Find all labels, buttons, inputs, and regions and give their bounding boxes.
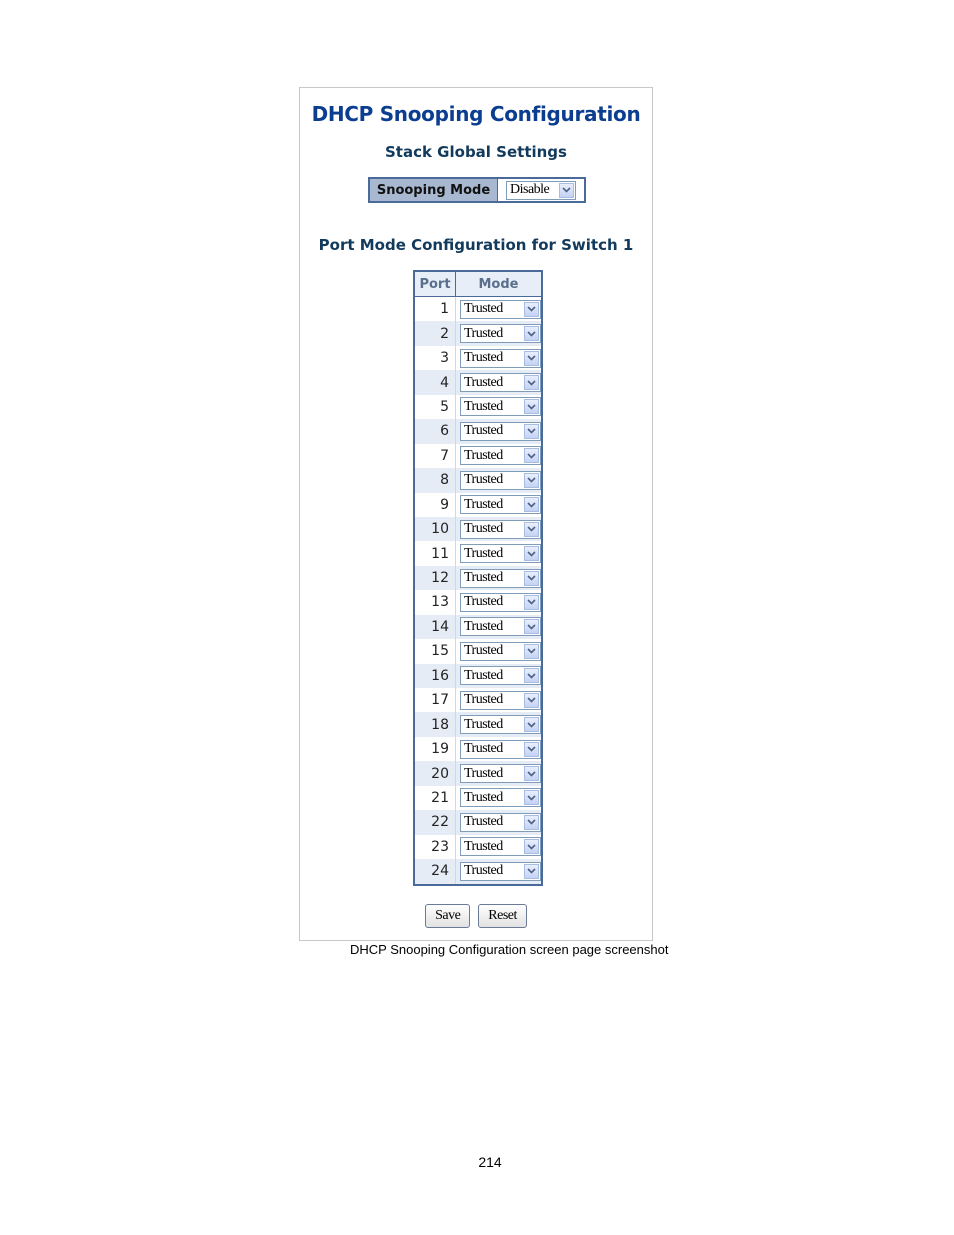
chevron-down-icon[interactable] — [524, 864, 539, 879]
port-number: 7 — [414, 444, 456, 468]
port-mode-value: Trusted — [464, 325, 503, 341]
port-mode-select[interactable] — [460, 740, 541, 759]
port-number: 12 — [414, 566, 456, 590]
table-row — [414, 835, 542, 859]
table-row — [414, 737, 542, 761]
mode-cell — [456, 737, 543, 761]
chevron-down-icon[interactable] — [524, 815, 539, 830]
table-row — [414, 688, 542, 712]
port-mode-value: Trusted — [464, 765, 503, 781]
chevron-down-icon[interactable] — [559, 183, 574, 198]
table-row — [414, 590, 542, 614]
column-header-mode: Mode — [456, 271, 543, 297]
table-row — [414, 541, 542, 565]
table-header-row — [414, 271, 542, 297]
table-row — [414, 712, 542, 736]
chevron-down-icon[interactable] — [524, 693, 539, 708]
port-number: 14 — [414, 615, 456, 639]
page-title: DHCP Snooping Configuration — [311, 102, 641, 126]
mode-cell — [456, 639, 543, 663]
port-mode-select[interactable] — [460, 349, 541, 368]
reset-button[interactable]: Reset — [478, 904, 527, 928]
page-number: 214 — [478, 1154, 502, 1170]
mode-cell — [456, 321, 543, 345]
port-mode-value: Trusted — [464, 521, 503, 537]
chevron-down-icon[interactable] — [524, 619, 539, 634]
table-row — [414, 639, 542, 663]
port-mode-value: Trusted — [464, 863, 503, 879]
table-row — [414, 370, 542, 394]
port-mode-table — [413, 270, 543, 886]
port-number: 1 — [414, 297, 456, 322]
global-settings-heading: Stack Global Settings — [385, 143, 567, 161]
mode-cell — [456, 395, 543, 419]
port-mode-select[interactable] — [460, 593, 541, 612]
port-mode-select[interactable] — [460, 715, 541, 734]
table-row — [414, 419, 542, 443]
table-row — [414, 786, 542, 810]
port-number: 6 — [414, 419, 456, 443]
table-row — [414, 859, 542, 884]
port-number: 13 — [414, 590, 456, 614]
button-row — [300, 904, 652, 928]
port-number: 10 — [414, 517, 456, 541]
port-number: 15 — [414, 639, 456, 663]
mode-cell — [456, 346, 543, 370]
mode-cell — [456, 590, 543, 614]
mode-cell — [456, 566, 543, 590]
column-header-port: Port — [414, 271, 456, 297]
chevron-down-icon[interactable] — [524, 448, 539, 463]
chevron-down-icon[interactable] — [524, 571, 539, 586]
port-mode-select[interactable] — [460, 324, 541, 343]
port-mode-value: Trusted — [464, 398, 503, 414]
port-mode-value: Trusted — [464, 447, 503, 463]
table-row — [414, 517, 542, 541]
port-number: 22 — [414, 810, 456, 834]
figure-caption: DHCP Snooping Configuration screen page screenshot — [350, 942, 669, 957]
port-config-heading: Port Mode Configuration for Switch 1 — [318, 236, 634, 254]
chevron-down-icon[interactable] — [524, 742, 539, 757]
port-mode-select[interactable] — [460, 617, 541, 636]
port-number: 24 — [414, 859, 456, 884]
port-mode-select[interactable] — [460, 666, 541, 685]
table-row — [414, 297, 542, 322]
port-mode-value: Trusted — [464, 350, 503, 366]
mode-cell — [456, 810, 543, 834]
mode-cell — [456, 541, 543, 565]
snooping-mode-select[interactable] — [506, 181, 576, 200]
port-number: 11 — [414, 541, 456, 565]
port-mode-select[interactable] — [460, 422, 541, 441]
port-number: 19 — [414, 737, 456, 761]
mode-cell — [456, 419, 543, 443]
port-number: 16 — [414, 664, 456, 688]
port-number: 3 — [414, 346, 456, 370]
port-mode-value: Trusted — [464, 594, 503, 610]
mode-cell — [456, 444, 543, 468]
snooping-mode-label: Snooping Mode — [370, 179, 498, 201]
port-mode-value: Trusted — [464, 301, 503, 317]
table-row — [414, 664, 542, 688]
table-row — [414, 346, 542, 370]
table-row — [414, 444, 542, 468]
port-mode-select[interactable] — [460, 642, 541, 661]
port-mode-value: Trusted — [464, 643, 503, 659]
port-mode-select[interactable] — [460, 471, 541, 490]
mode-cell — [456, 297, 543, 322]
mode-cell — [456, 712, 543, 736]
chevron-down-icon[interactable] — [524, 473, 539, 488]
port-mode-value: Trusted — [464, 374, 503, 390]
global-settings-table — [368, 177, 586, 203]
chevron-down-icon[interactable] — [524, 375, 539, 390]
port-mode-value: Trusted — [464, 570, 503, 586]
mode-cell — [456, 370, 543, 394]
port-mode-value: Trusted — [464, 618, 503, 634]
mode-cell — [456, 493, 543, 517]
table-row — [414, 810, 542, 834]
table-row — [414, 493, 542, 517]
port-number: 21 — [414, 786, 456, 810]
port-mode-select[interactable] — [460, 788, 541, 807]
mode-cell — [456, 835, 543, 859]
chevron-down-icon[interactable] — [524, 644, 539, 659]
table-row — [414, 566, 542, 590]
chevron-down-icon[interactable] — [524, 522, 539, 537]
port-mode-value: Trusted — [464, 716, 503, 732]
mode-cell — [456, 517, 543, 541]
mode-cell — [456, 468, 543, 492]
port-mode-select[interactable] — [460, 544, 541, 563]
port-mode-value: Trusted — [464, 814, 503, 830]
mode-cell — [456, 859, 543, 884]
chevron-down-icon[interactable] — [524, 717, 539, 732]
port-mode-select[interactable] — [460, 813, 541, 832]
port-mode-select[interactable] — [460, 764, 541, 783]
port-number: 20 — [414, 761, 456, 785]
chevron-down-icon[interactable] — [524, 399, 539, 414]
chevron-down-icon[interactable] — [524, 839, 539, 854]
table-row — [414, 395, 542, 419]
chevron-down-icon[interactable] — [524, 326, 539, 341]
port-number: 9 — [414, 493, 456, 517]
table-row — [414, 321, 542, 345]
port-number: 2 — [414, 321, 456, 345]
table-row — [414, 468, 542, 492]
port-mode-value: Trusted — [464, 667, 503, 683]
port-number: 23 — [414, 835, 456, 859]
port-mode-select[interactable] — [460, 691, 541, 710]
port-mode-select[interactable] — [460, 837, 541, 856]
table-row — [414, 761, 542, 785]
port-mode-select[interactable] — [460, 397, 541, 416]
chevron-down-icon[interactable] — [524, 595, 539, 610]
chevron-down-icon[interactable] — [524, 668, 539, 683]
snooping-mode-value: Disable — [510, 182, 550, 197]
mode-cell — [456, 786, 543, 810]
mode-cell — [456, 664, 543, 688]
mode-cell — [456, 761, 543, 785]
port-number: 4 — [414, 370, 456, 394]
table-row — [414, 615, 542, 639]
save-button[interactable]: Save — [425, 904, 470, 928]
port-mode-value: Trusted — [464, 423, 503, 439]
chevron-down-icon[interactable] — [524, 351, 539, 366]
config-panel — [299, 87, 653, 941]
chevron-down-icon[interactable] — [524, 497, 539, 512]
port-mode-value: Trusted — [464, 496, 503, 512]
chevron-down-icon[interactable] — [524, 302, 539, 317]
port-mode-select[interactable] — [460, 862, 541, 881]
port-mode-value: Trusted — [464, 789, 503, 805]
chevron-down-icon[interactable] — [524, 790, 539, 805]
port-number: 8 — [414, 468, 456, 492]
port-number: 5 — [414, 395, 456, 419]
snooping-mode-cell — [498, 179, 584, 201]
port-mode-select[interactable] — [460, 569, 541, 588]
port-mode-select[interactable] — [460, 520, 541, 539]
port-mode-select[interactable] — [460, 446, 541, 465]
port-mode-value: Trusted — [464, 472, 503, 488]
port-mode-value: Trusted — [464, 545, 503, 561]
port-mode-select[interactable] — [460, 300, 541, 319]
port-mode-value: Trusted — [464, 741, 503, 757]
chevron-down-icon[interactable] — [524, 424, 539, 439]
chevron-down-icon[interactable] — [524, 546, 539, 561]
mode-cell — [456, 615, 543, 639]
port-mode-select[interactable] — [460, 495, 541, 514]
mode-cell — [456, 688, 543, 712]
port-mode-select[interactable] — [460, 373, 541, 392]
chevron-down-icon[interactable] — [524, 766, 539, 781]
port-mode-value: Trusted — [464, 692, 503, 708]
port-mode-value: Trusted — [464, 838, 503, 854]
port-number: 18 — [414, 712, 456, 736]
port-rows — [414, 297, 542, 885]
port-number: 17 — [414, 688, 456, 712]
